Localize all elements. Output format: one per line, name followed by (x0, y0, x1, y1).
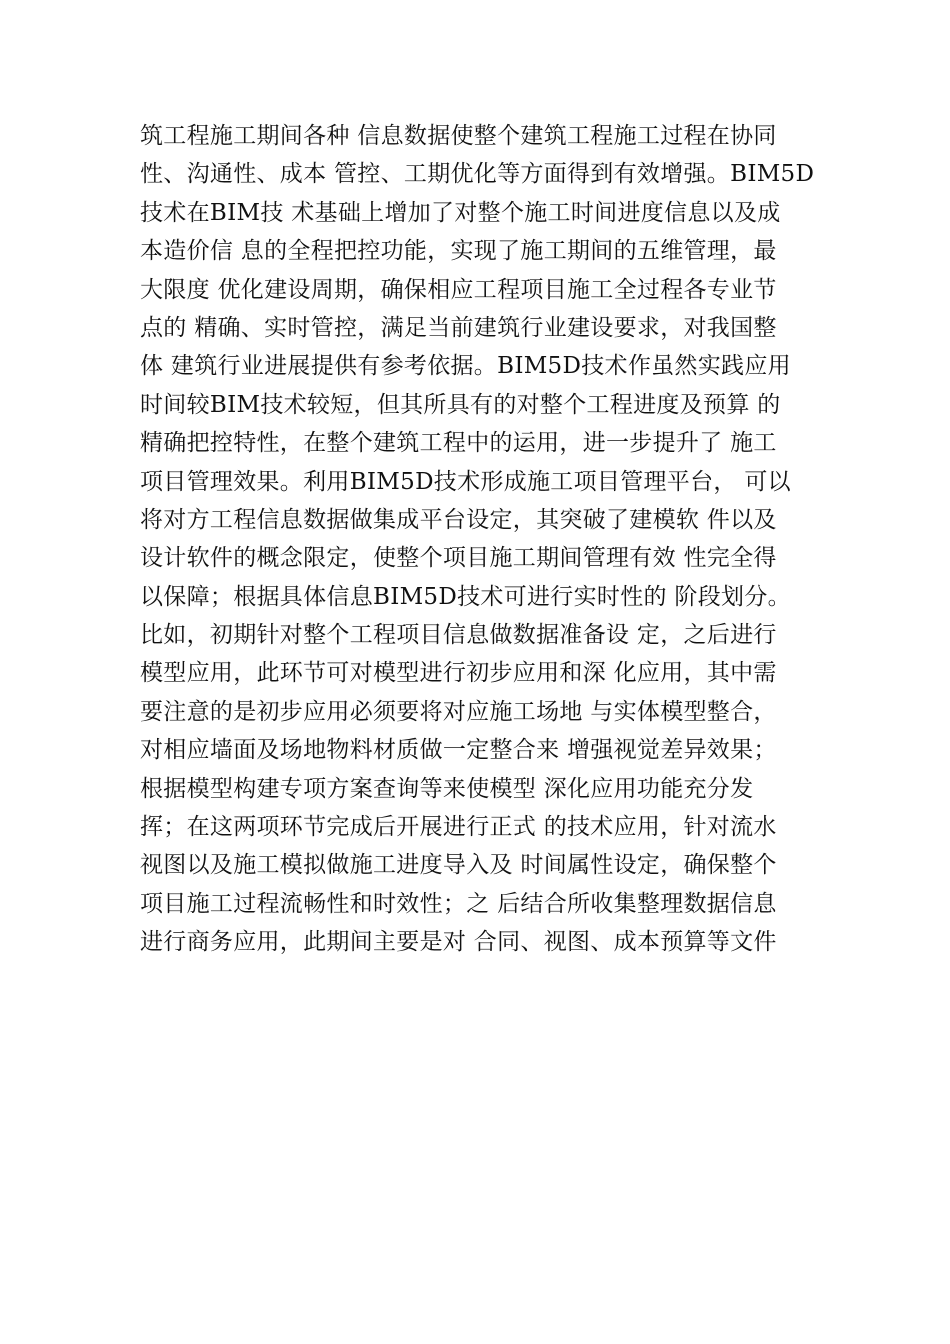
text-line: 要注意的是初步应用必须要将对应施工场地 与实体模型整合， (140, 698, 777, 725)
text-line: 大限度 优化建设周期，确保相应工程项目施工全过程各专业节 (140, 276, 777, 303)
text-line: 模型应用，此环节可对模型进行初步应用和深 化应用，其中需 (140, 660, 777, 687)
text-line: 根据模型构建专项方案查询等来使模型 深化应用功能充分发 (140, 775, 754, 802)
text-line: 以保障；根据具体信息BIM5D技术可进行实时性的 阶段划分。 (140, 583, 791, 610)
text-line: 比如，初期针对整个工程项目信息做数据准备设 定，之后进行 (140, 622, 777, 649)
text-line: 项目施工过程流畅性和时效性；之 后结合所收集整理数据信息 (140, 890, 777, 917)
text-line: 对相应墙面及场地物料材质做一定整合来 增强视觉差异效果； (140, 737, 777, 764)
text-line: 挥；在这两项环节完成后开展进行正式 的技术应用，针对流水 (140, 814, 777, 841)
text-line: 项目管理效果。利用BIM5D技术形成施工项目管理平台， 可以 (140, 468, 791, 495)
text-line: 筑工程施工期间各种 信息数据使整个建筑工程施工过程在协同 (140, 123, 777, 149)
text-line: 性、沟通性、成本 管控、工期优化等方面得到有效增强。BIM5D (140, 161, 815, 188)
text-line: 技术在BIM技 术基础上增加了对整个施工时间进度信息以及成 (140, 199, 781, 226)
text-line: 点的 精确、实时管控，满足当前建筑行业建设要求，对我国整 (140, 314, 777, 341)
text-line: 视图以及施工模拟做施工进度导入及 时间属性设定，确保整个 (140, 852, 777, 879)
text-line: 时间较BIM技术较短，但其所具有的对整个工程进度及预算 的 (140, 391, 781, 418)
text-line: 设计软件的概念限定，使整个项目施工期间管理有效 性完全得 (140, 545, 777, 572)
text-line: 本造价信 息的全程把控功能，实现了施工期间的五维管理，最 (140, 238, 777, 265)
text-line: 进行商务应用，此期间主要是对 合同、视图、成本预算等文件 (140, 929, 777, 956)
body-paragraph (140, 117, 840, 962)
text-line: 精确把控特性，在整个建筑工程中的运用，进一步提升了 施工 (140, 430, 777, 457)
text-line: 体 建筑行业进展提供有参考依据。BIM5D技术作虽然实践应用 (140, 353, 791, 380)
text-line: 将对方工程信息数据做集成平台设定，其突破了建模软 件以及 (140, 506, 777, 533)
